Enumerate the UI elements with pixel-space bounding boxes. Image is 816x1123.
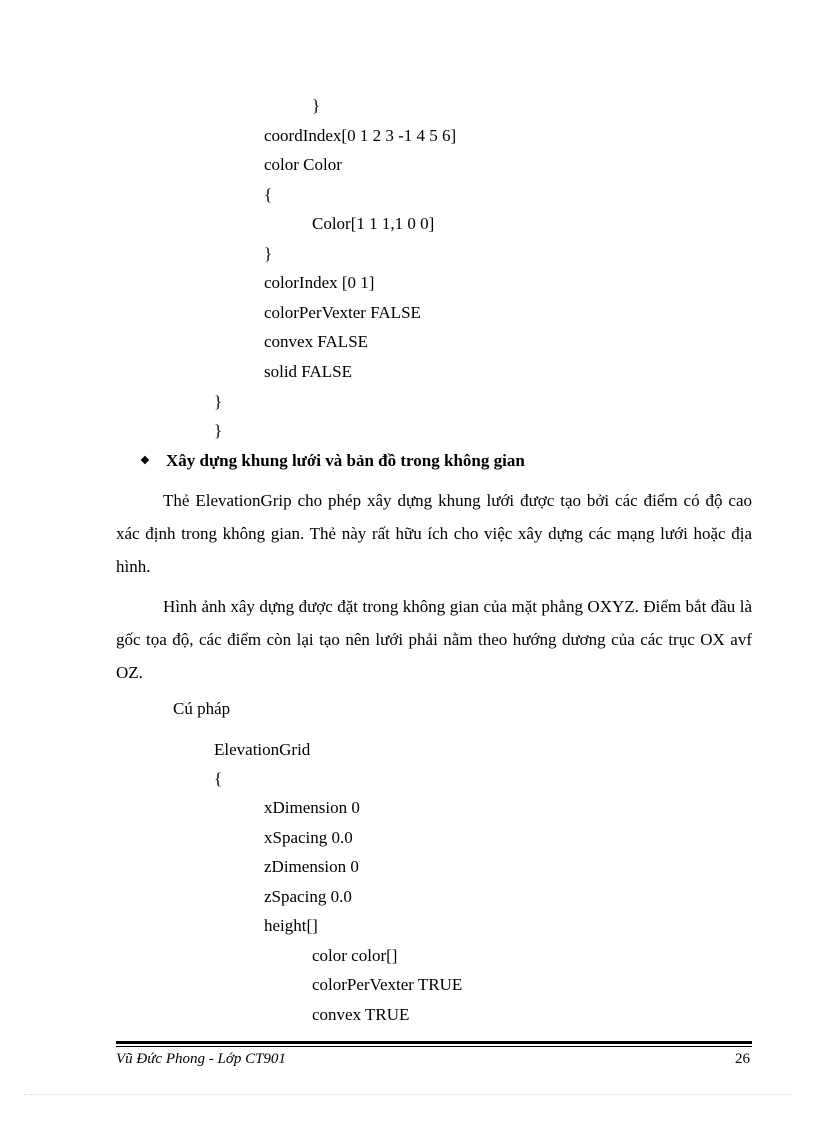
diamond-bullet-icon: ❖ xyxy=(140,455,150,467)
code-line: colorIndex [0 1] xyxy=(264,273,375,292)
footer-author: Vũ Đức Phong - Lớp CT901 xyxy=(116,1051,286,1067)
paragraph-elevationgrid-intro xyxy=(116,484,752,583)
code-line: } xyxy=(312,96,321,115)
code-line: { xyxy=(264,185,273,204)
code-line: Color[1 1 1,1 0 0] xyxy=(312,214,435,233)
code-line: } xyxy=(214,392,223,411)
paragraph-oxyz-plane xyxy=(116,590,752,689)
footer-divider-thick xyxy=(116,1041,752,1044)
code-line: colorPerVexter FALSE xyxy=(264,303,421,322)
code-line: solid FALSE xyxy=(264,362,353,381)
page-number: 26 xyxy=(735,1051,750,1067)
footer-divider-thin xyxy=(116,1046,752,1047)
code-line: } xyxy=(214,421,223,440)
section-heading xyxy=(140,451,525,471)
code-line: xDimension 0 xyxy=(264,798,360,817)
code-line: coordIndex[0 1 2 3 -1 4 5 6] xyxy=(264,126,457,145)
paragraph-text: Thẻ ElevationGrip cho phép xây dựng khung lưới được tạo bởi các điểm có độ cao xác định trong không gian. Thẻ này rất hữu ích cho việc xây dựng các mạng lưới hoặc địa hình. xyxy=(116,491,752,576)
code-line: } xyxy=(264,244,273,263)
code-line: color Color xyxy=(264,155,342,174)
section-heading-text: Xây dựng khung lưới và bản đồ trong không gian xyxy=(166,451,525,470)
code-line: colorPerVexter TRUE xyxy=(312,975,463,994)
code-line: zDimension 0 xyxy=(264,857,359,876)
code-line: height[] xyxy=(264,916,318,935)
code-line: zSpacing 0.0 xyxy=(264,887,352,906)
code-line: xSpacing 0.0 xyxy=(264,828,353,847)
page-bottom-divider xyxy=(24,1094,792,1095)
code-line: convex FALSE xyxy=(264,332,369,351)
syntax-label: Cú pháp xyxy=(173,699,231,718)
code-line: color color[] xyxy=(312,946,398,965)
code-line: convex TRUE xyxy=(312,1005,410,1024)
code-line: ElevationGrid xyxy=(214,740,311,759)
code-line: { xyxy=(214,769,223,788)
paragraph-text: Hình ảnh xây dựng được đặt trong không gian của mặt phẳng OXYZ. Điểm bắt đầu là gốc tọa độ, các điểm còn lại tạo nên lưới phải nằm theo hướng dương của các trục OX avf OZ. xyxy=(116,597,752,682)
